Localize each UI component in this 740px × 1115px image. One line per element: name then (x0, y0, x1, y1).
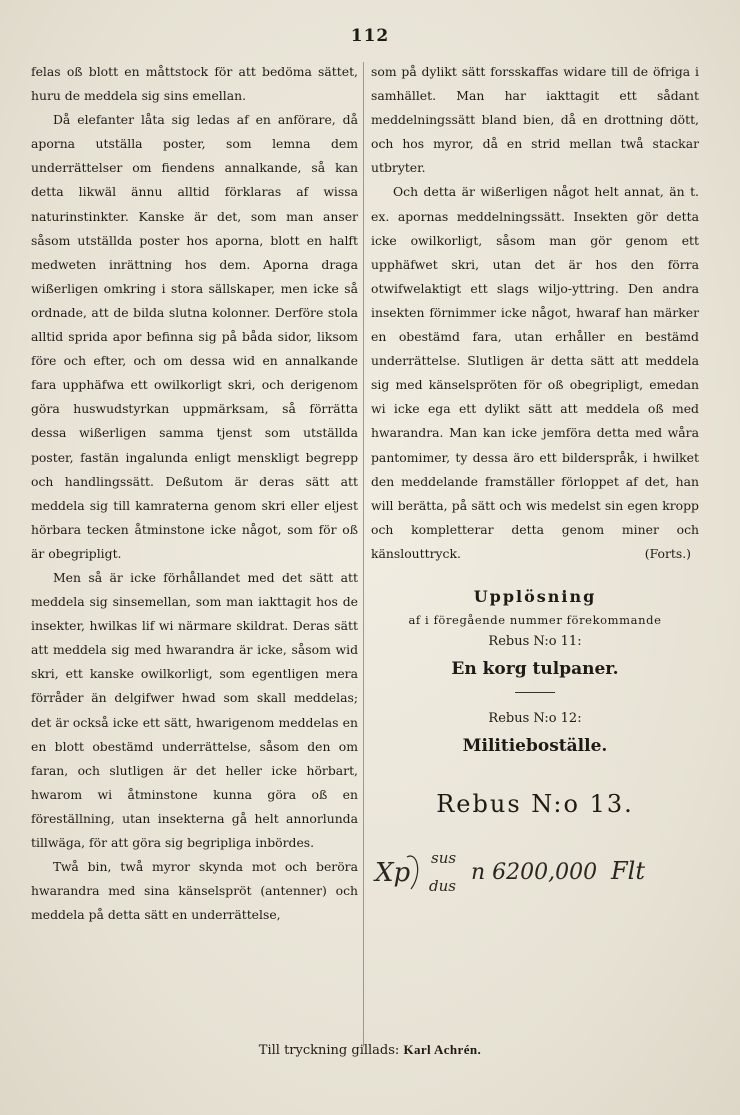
right-column (371, 60, 699, 923)
left-paragraph-4: Twå bin, twå myror skynda mot och beröra hwarandra med sina känselspröt (antenner) och meddela på detta sätt en underrättelse, (31, 859, 358, 923)
rebus-part-1: Xp (375, 858, 411, 889)
right-paragraph-1: som på dylikt sätt forsskaffas widare till de öfriga i samhället. Man har iakttagit ett sådant meddelningssätt bland bien, då en drottning dött, och hos myror, då en strid mellan twå stackar utbryter. (371, 64, 699, 176)
rebus-12-label: Rebus N:o 12: (488, 711, 582, 727)
continued-label: (Forts.) (644, 545, 691, 561)
rebus-part-3: Flt (611, 857, 645, 886)
rebus-13-puzzle (371, 833, 699, 923)
footer-printer-name: Karl Achrén. (403, 1042, 482, 1057)
footer (0, 1042, 740, 1058)
left-paragraph-1: felas oß blott en måttstock för att bedöma sättet, huru de meddela sig sins emellan. (31, 64, 358, 104)
column-divider (363, 62, 364, 1047)
solution-heading: Upplösning (473, 587, 597, 607)
rebus-12-answer: Militieboställe. (462, 736, 608, 757)
rebus-subscript: dus (429, 877, 456, 896)
rebus-13-title: Rebus N:o 13. (436, 790, 634, 819)
right-paragraph-2: Och detta är wißerligen något helt annat, än t. ex. apornas meddelningssätt. Insekten gör detta icke owilkorligt, såsom man gör genom ett upphäfwet skri, utan det är hos den förra otwifwelaktigt ett slags wiljo-yttring. Den andra insekten förnimmer icke något, hwaraf han märker en obestämd fara, utan erhåller en bestämd underrättelse. Slutligen är detta sätt att meddela sig med känselspröten för oß obegripligt, emedan wi icke ega ett dylikt sätt att meddela oß med hwarandra. Man kan icke jemföra detta med wåra pantomimer, ty dessa äro ett bilderspråk, i hwilket den meddelande framställer förloppet af det, han will berätta, på sätt och wis medelst sin egen kropp och kompletterar detta genom miner och känslouttryck. (371, 184, 699, 561)
left-paragraph-3: Men så är icke förhållandet med det sätt att meddela sig sinsemellan, som man iakttagit hos de insekter, hwilkas lif wi närmare skildrat. Deras sätt att meddela sig med hwarandra är icke, såsom wid skri, ett kanske owilkorligt, som egentligen mera förråder än delgifwer hwad som skall meddelas; det är också icke ett sätt, hwarigenom meddelas en en blott obestämd underrättelse, såsom den om faran, och slutligen är det heller icke hörbart, hwarom wi åtminstone kunna göra oß en föreställning, utan insekterna gå helt annorlunda tillwäga, för att göra sig begripliga inbördes. (31, 569, 358, 850)
left-paragraph-2: Då elefanter låta sig ledas af en anförare, då aporna utställa poster, som lemna dem underrättelser om fiendens annalkande, så kan detta likwäl ännu alltid förklaras af wissa naturinstinkter. Kanske är det, som man anser såsom utställda poster hos aporna, blott en halft medweten inrättning hos dem. Aporna draga wißerligen omkring i stora sällskaper, men icke så ordnade, att de bilda slutna kolonner. Derföre stola alltid sprida apor befinna sig på båda sidor, liksom före och efter, och om dessa wid en annalkande fara upphäfwa ett owilkorligt skri, och derigenom göra huswudstyrkan uppmärksam, så förrätta dessa wißerligen samma tjenst som utställda poster, fastän ingalunda enligt menskligt begrepp och handlingssätt. Deßutom är deras sätt att meddela sig till kamraterna genom skri eller eljest hörbara tecken åtminstone icke något, som för oß är obegripligt. (31, 112, 358, 561)
rebus-13-handwriting (371, 833, 699, 923)
solution-divider (515, 692, 555, 693)
solution-subheading: af i föregående nummer förekommande (408, 613, 662, 628)
rebus-solution-block (371, 584, 699, 923)
rebus-11-label: Rebus N:o 11: (488, 634, 582, 650)
page-number: 112 (350, 26, 390, 46)
left-column (31, 60, 358, 927)
footer-prefix: Till tryckning gillads: (258, 1043, 400, 1058)
rebus-superscript: sus (431, 849, 457, 868)
rebus-11-answer: En korg tulpaner. (451, 659, 619, 680)
rebus-part-2: n 6200,000 (471, 860, 598, 886)
